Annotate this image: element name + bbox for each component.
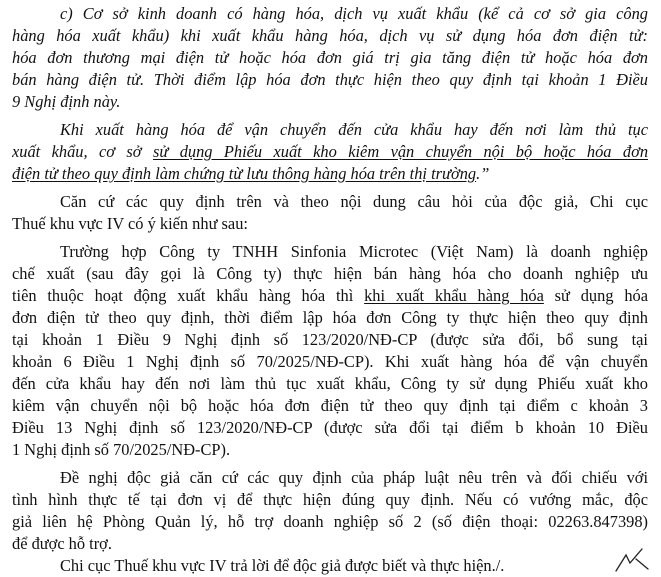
quote-c-line-2: hàng hóa xuất khẩu) khi xuất khẩu hàng hóa, dịch vụ sử dụng hóa đơn điện tử: xyxy=(12,26,648,45)
case-line-3-end: sử dụng hóa xyxy=(543,286,648,305)
quote-export-line-3 xyxy=(12,164,648,184)
case-line-5: tại khoản 1 Điều 9 Nghị định số 123/2020/NĐ-CP (được sửa đổi, bổ sung tại xyxy=(12,330,648,349)
quote-c-line-1: c) Cơ sở kinh doanh có hàng hóa, dịch vụ xuất khẩu (kể cả cơ sở gia công xyxy=(60,4,648,23)
case-line-8: kiêm vận chuyển nội bộ hoặc hóa đơn điện tử theo quy định tại điểm c khoản 3 xyxy=(12,396,648,415)
case-underlined-phrase: khi xuất khẩu hàng hóa xyxy=(364,286,544,305)
case-line-3 xyxy=(12,286,648,306)
quote-export-underlined-2: điện tử theo quy định làm chứng từ lưu thông hàng hóa trên thị trường xyxy=(12,164,477,183)
intro-line-2: Thuế khu vực IV có ý kiến như sau: xyxy=(12,214,248,233)
closing-line: Chi cục Thuế khu vực IV trả lời để độc giả được biết và thực hiện./. xyxy=(60,556,505,575)
case-line-9: Điều 13 Nghị định số 123/2020/NĐ-CP (được sửa đổi tại điểm b khoản 10 Điều xyxy=(12,418,648,437)
signature-mark xyxy=(612,545,652,575)
quote-export-line-2-text: xuất khẩu, cơ sở xyxy=(12,142,153,161)
quote-c-line-4: bán hàng điện tử. Thời điểm lập hóa đơn thực hiện theo quy định tại khoản 1 Điều xyxy=(12,70,648,89)
request-line-1: Đề nghị độc giả căn cứ các quy định của pháp luật nêu trên và đối chiếu với xyxy=(60,468,648,487)
case-line-2: chế xuất (sau đây gọi là Công ty) thực hiện bán hàng hóa cho doanh nghiệp ưu xyxy=(12,264,648,283)
quote-export-underlined-1: sử dụng Phiếu xuất kho kiêm vận chuyển nội bộ hoặc hóa đơn xyxy=(152,142,648,161)
request-line-4: để được hỗ trợ. xyxy=(12,534,112,553)
quote-export-line-3-end: .” xyxy=(476,164,490,183)
quote-c-line-5: 9 Nghị định này. xyxy=(12,92,121,111)
request-line-2: tình hình thực tế tại đơn vị để thực hiện đúng quy định. Nếu có vướng mắc, độc xyxy=(12,490,648,509)
case-line-6: khoản 6 Điều 1 Nghị định số 70/2025/NĐ-CP). Khi xuất hàng hóa để vận chuyển xyxy=(12,352,648,371)
request-line-3: giả liên hệ Phòng Quản lý, hỗ trợ doanh nghiệp số 2 (số điện thoại: 02263.847398) xyxy=(12,512,648,531)
quote-c-line-3: hóa đơn thương mại điện tử hoặc hóa đơn giá trị gia tăng điện tử hoặc hóa đơn xyxy=(12,48,648,67)
case-line-4: đơn điện tử theo quy định, thời điểm lập hóa đơn Công ty thực hiện theo quy định xyxy=(12,308,648,327)
case-line-10: 1 Nghị định số 70/2025/NĐ-CP). xyxy=(12,440,231,459)
case-line-1: Trường hợp Công ty TNHH Sinfonia Microtec (Việt Nam) là doanh nghiệp xyxy=(60,242,648,261)
quote-export-line-1: Khi xuất hàng hóa để vận chuyển đến cửa khẩu hay đến nơi làm thủ tục xyxy=(60,120,648,139)
intro-line-1: Căn cứ các quy định trên và theo nội dung câu hỏi của độc giả, Chi cục xyxy=(60,192,648,211)
case-line-7: đến cửa khẩu hay đến nơi làm thủ tục xuất khẩu, Công ty sử dụng Phiếu xuất kho xyxy=(12,374,648,393)
case-line-3-start: tiên thuộc hoạt động xuất khẩu hàng hóa thì xyxy=(12,286,365,305)
quote-export-line-2 xyxy=(12,142,648,162)
